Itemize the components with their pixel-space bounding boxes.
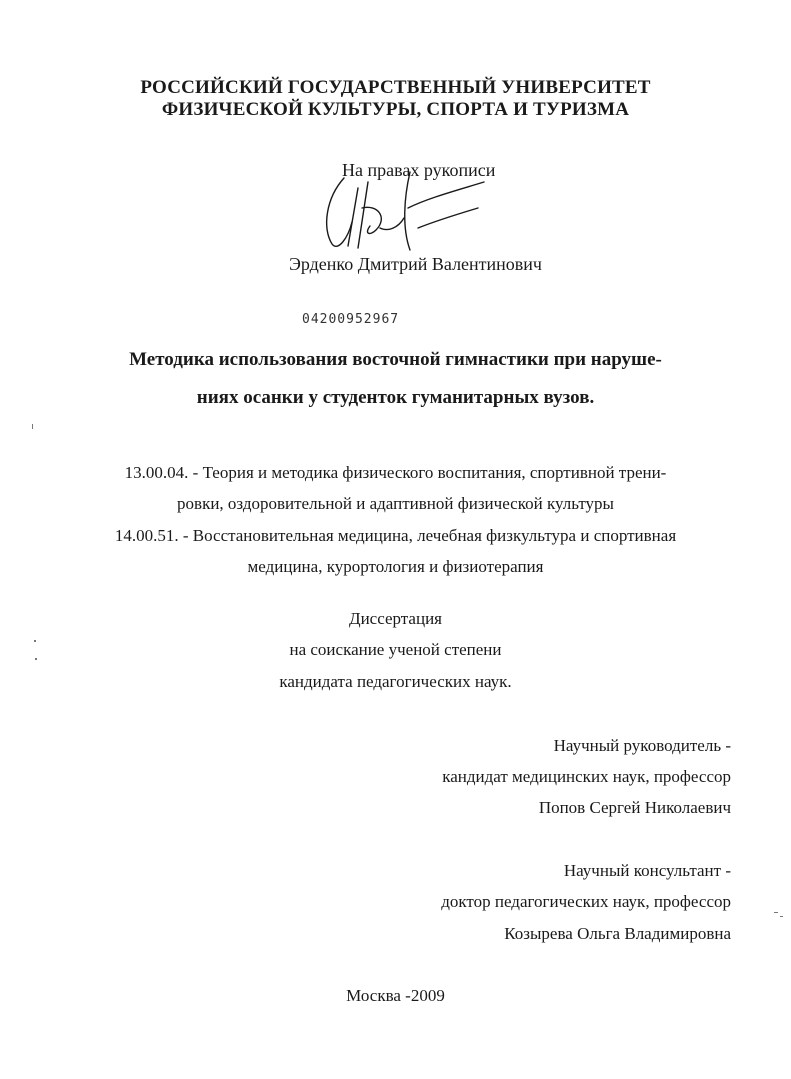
- specialty-2-line-1: 14.00.51. - Восстановительная медицина, лечебная физкультура и спортивная: [114, 526, 677, 545]
- supervisor-degree: кандидат медицинских наук, профессор: [442, 767, 731, 786]
- university-name-line-2: ФИЗИЧЕСКОЙ КУЛЬТУРЫ, СПОРТА И ТУРИЗМА: [161, 99, 630, 120]
- scan-speck: [34, 640, 36, 642]
- city-year: Москва -2009: [346, 986, 445, 1005]
- consultant-role: Научный консультант -: [563, 861, 731, 880]
- consultant-degree: доктор педагогических наук, профессор: [441, 892, 731, 911]
- handwritten-signature: [318, 168, 488, 258]
- dissertation-title-line-1: Методика использования восточной гимнастики при наруше-: [129, 349, 662, 370]
- scan-speck: [774, 912, 778, 913]
- scan-speck: [780, 916, 783, 917]
- scan-speck: [35, 658, 37, 660]
- degree-purpose: на соискание ученой степени: [289, 640, 502, 659]
- supervisor-role: Научный руководитель -: [553, 736, 731, 755]
- specialty-1-line-1: 13.00.04. - Теория и методика физического воспитания, спортивной трени-: [124, 463, 667, 482]
- catalog-code: 04200952967: [302, 312, 400, 327]
- consultant-name: Козырева Ольга Владимировна: [504, 924, 731, 943]
- manuscript-note: На правах рукописи: [342, 160, 496, 180]
- specialty-1-line-2: ровки, оздоровительной и адаптивной физической культуры: [177, 494, 614, 513]
- university-name-line-1: РОССИЙСКИЙ ГОСУДАРСТВЕННЫЙ УНИВЕРСИТЕТ: [140, 77, 651, 98]
- dissertation-title-line-2: ниях осанки у студенток гуманитарных вузов.: [196, 387, 595, 408]
- specialty-2-line-2: медицина, курортология и физиотерапия: [247, 557, 544, 576]
- supervisor-name: Попов Сергей Николаевич: [538, 798, 731, 817]
- scan-speck: [32, 424, 33, 429]
- degree-name: кандидата педагогических наук.: [279, 672, 512, 691]
- dissertation-label: Диссертация: [348, 609, 442, 628]
- author-name: Эрденко Дмитрий Валентинович: [289, 254, 542, 274]
